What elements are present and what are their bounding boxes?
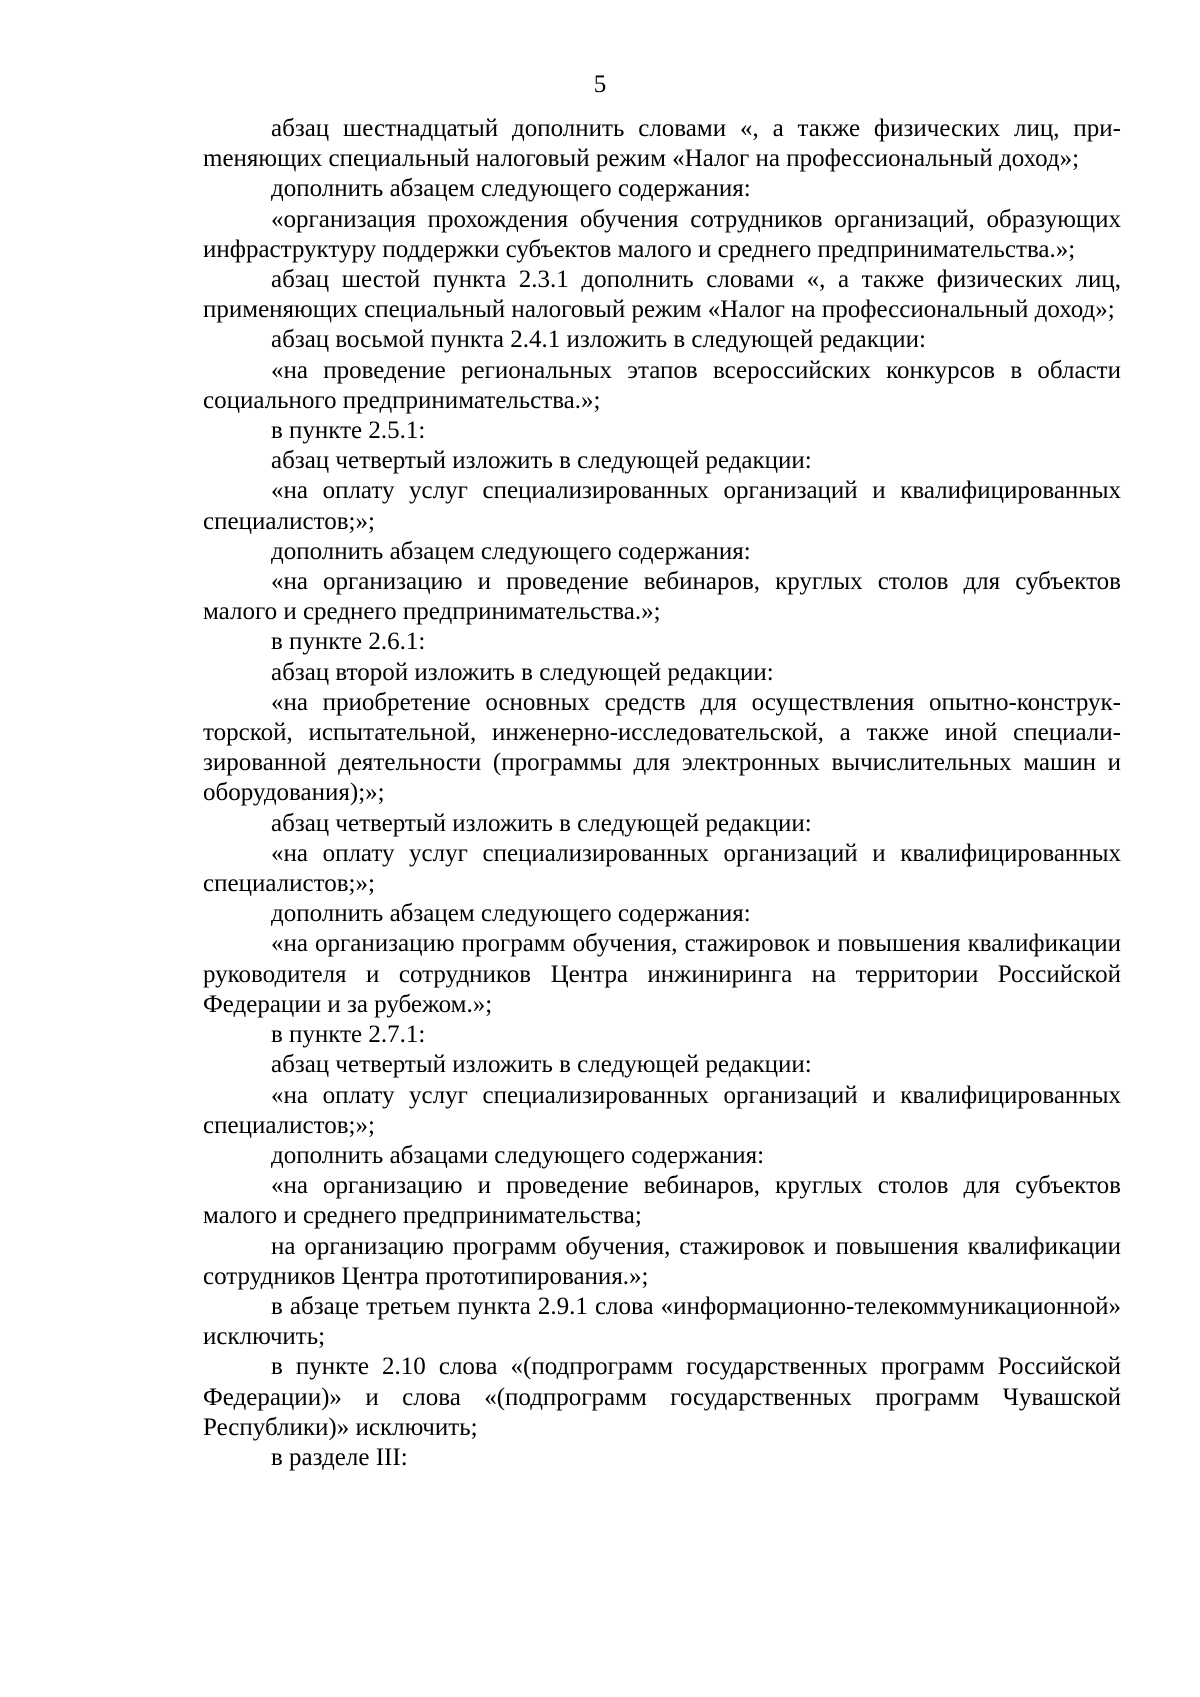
paragraph: абзац шестой пункта 2.3.1 дополнить словами «, а также физических лиц, применяющих специальный налоговый режим «Налог на профессиональный доход»; (203, 266, 1121, 324)
paragraph: абзац четвертый изложить в следующей редакции: (271, 809, 812, 837)
paragraph: абзац шестнадцатый дополнить словами «, а также физических лиц, приmеняющих специальный налоговый режим «Налог на профессиональный доход»; (203, 115, 1121, 173)
paragraph: в пункте 2.7.1: (271, 1021, 426, 1049)
paragraph: «на оплату услуг специализированных организаций и квалифицированных специалистов;»; (203, 477, 1121, 535)
paragraph: в пункте 2.5.1: (271, 417, 426, 445)
paragraph: «на оплату услуг специализированных организаций и квалифицированных специалистов;»; (203, 1081, 1121, 1139)
paragraph: «на организацию программ обучения, стажировок и повышения квалификации руководителя и сотрудников Центра инжиниринга на территории Российской Федерации и за рубежом.»; (203, 930, 1121, 1018)
paragraph: абзац восьмой пункта 2.4.1 изложить в следующей редакции: (271, 326, 926, 354)
paragraph: абзац четвертый изложить в следующей редакции: (271, 447, 812, 475)
paragraph: абзац четвертый изложить в следующей редакции: (271, 1051, 812, 1079)
paragraph: «на проведение региональных этапов всероссийских конкурсов в области социального предпринимательства.»; (203, 356, 1121, 414)
paragraph: в пункте 2.10 слова «(подпрограмм государственных программ Российской Федерации)» и слова «(подпрограмм государственных программ Чувашской Республики)» исключить; (203, 1353, 1121, 1441)
paragraph: «организация прохождения обучения сотрудников организаций, образующих инфраструктуру поддержки субъектов малого и среднего предпринимательства.»; (203, 205, 1121, 263)
paragraph: «на приобретение основных средств для осуществления опытно-конструкторской, испытательной, инженерно-исследовательской, а также иной специализированной деятельности (программы для электронных вычислительных машин и оборудования);»; (203, 688, 1121, 807)
paragraph: «на организацию и проведение вебинаров, круглых столов для субъектов малого и среднего предпринимательства; (203, 1172, 1121, 1230)
paragraph: дополнить абзацем следующего содержания: (271, 537, 751, 565)
paragraph: дополнить абзацем следующего содержания: (271, 175, 751, 203)
paragraph: «на организацию и проведение вебинаров, круглых столов для субъектов малого и среднего предпринимательства.»; (203, 568, 1121, 626)
paragraph: дополнить абзацами следующего содержания: (271, 1141, 765, 1169)
paragraph: абзац второй изложить в следующей редакции: (271, 658, 774, 686)
paragraph: дополнить абзацем следующего содержания: (271, 900, 751, 928)
paragraph: в абзаце третьем пункта 2.9.1 слова «информационно-телекоммуникационной» исключить; (203, 1292, 1121, 1351)
page-number: 5 (593, 71, 607, 98)
document-body (203, 114, 1121, 1473)
paragraph: в разделе III: (271, 1443, 408, 1471)
paragraph: в пункте 2.6.1: (271, 628, 426, 656)
paragraph: на организацию программ обучения, стажировок и повышения квалификации сотрудников Центра прототипирования.»; (203, 1232, 1121, 1290)
paragraph: «на оплату услуг специализированных организаций и квалифицированных специалистов;»; (203, 839, 1121, 898)
